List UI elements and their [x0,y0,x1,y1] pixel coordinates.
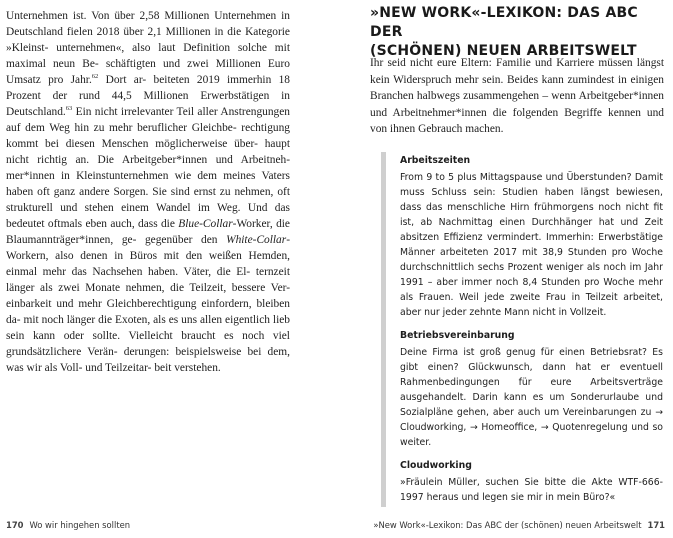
running-head: Wo wir hingehen sollten [29,520,131,530]
right-page [337,0,673,538]
section-heading: »NEW WORK«-LEXIKON: DAS ABC DER (SCHÖNEN) NEUEN ARBEITSWELT [370,5,638,59]
lexicon-term: Cloudworking [400,460,472,471]
lexicon-entry [400,459,663,505]
page-footer [6,520,130,530]
lexicon-entry [400,154,663,320]
lexicon-term: Betriebsvereinbarung [400,330,515,341]
lexicon-definition: Deine Firma ist groß genug für einen Betriebsrat? Es gibt einen? Glückwunsch, dann hat er eventuell Rahmenbedingungen für eure Arbeitsverträge ausgehandelt. Darin kann es um Sonderurlaube und Sozialpläne gehen, aber auch um Vereinbarungen zu → Cloudworking, → Homeoffice, → Quotenregelung und so weiter. [400,347,663,448]
footnote-marker[interactable]: 63 [65,105,73,113]
lexicon-term: Arbeitszeiten [400,155,471,166]
lexicon-box [381,152,663,507]
footnote-marker[interactable]: 62 [91,73,99,81]
lexicon-entry [400,329,663,450]
left-page [0,0,336,538]
intro-paragraph: Ihr seid nicht eure Eltern: Familie und Karriere müssen längst kein Widerspruch mehr sein. Beides kann zumindest in einigen Branchen halbwegs zusammengehen – wenn Arbeitgeber*innen und Arbeitnehmer*innen die folgenden Begriffe kennen und von ihnen Gebrauch machen. [370,57,664,135]
body-text: Unternehmen ist. Von über 2,58 Millionen Unternehmen in Deutschland fielen 2018 über 2,1 Millionen in die Kategorie »Kleinst- unternehmen«, also laut Definition solche mit maximal neun Be- schäftigten und zwei Millionen Euro Umsatz pro Jahr.$^{62}$ Dort ar- beiteten 2019 immerhin 18 Prozent der rund 44,5 Millionen Erwerbstätigen in Deutschland.$^{63}$ Ein nicht irrelevanter Teil aller Anstrengungen auf dem Weg hin zu mehr beruflicher Gleichbe- rechtigung kommt bei diesen Menschen möglicherweise über- haupt nicht richtig an. Die Arbeitgeber*innen und Arbeitneh- mer*innen in Kleinstunternehmen wie dem meines Vaters haben oft ganz andere Sorgen. Sie sind ernst zu nehmen, oft strukturell und stehen einem Wandel im Weg. Und das bedeutet oftmals eben auch, dass die Blue-Collar-Worker, die Blaumannträger*innen, ge- gegenüber den White-Collar-Workern, also denen in Büros mit den weißen Hemden, einmal mehr das Nachsehen haben. Väter, die El- ternzeit länger als zwei Monate nehmen, die Teilzeit, bessere Ver- einbarkeit und mehr Gleichberechtigung einfordern, bleiben da- mit noch länger die Exoten, als es uns allen eigentlich lieb sein kann oder sollte. Vielleicht braucht es noch viel grundsätzlichere Verän- derungen: beispielsweise bei dem, was wir als Voll- und Teilzeitar- beit verstehen. [6,10,290,374]
running-head: »New Work«-Lexikon: Das ABC der (schönen) neuen Arbeitswelt [373,520,642,530]
page-footer [373,520,665,530]
lexicon-definition: From 9 to 5 plus Mittagspause und Überstunden? Damit muss Schluss sein: Studien haben längst bewiesen, dass das menschliche Hirn frühmorgens noch nicht fit ist, ab Nachmittag einen Durchhänger hat und Zeit absitzen Effizienz vermindert. Immerhin: Erwerbstätige Männer arbeiteten 2017 mit 38,9 Stunden pro Woche durchschnittlich sechs Prozent weniger als noch im Jahr 1991 – aber immer noch 8,4 Stunden pro Woche mehr als Frauen. Weil jede zweite Frau in Teilzeit arbeitet, aber nur jeder zehnte Mann nicht in Vollzeit. [400,172,663,318]
page-number: 171 [647,520,665,530]
page-number: 170 [6,520,24,530]
lexicon-definition: »Fräulein Müller, suchen Sie bitte die Akte WTF-666-1997 heraus und legen sie mir in mein Büro?« [400,477,663,503]
